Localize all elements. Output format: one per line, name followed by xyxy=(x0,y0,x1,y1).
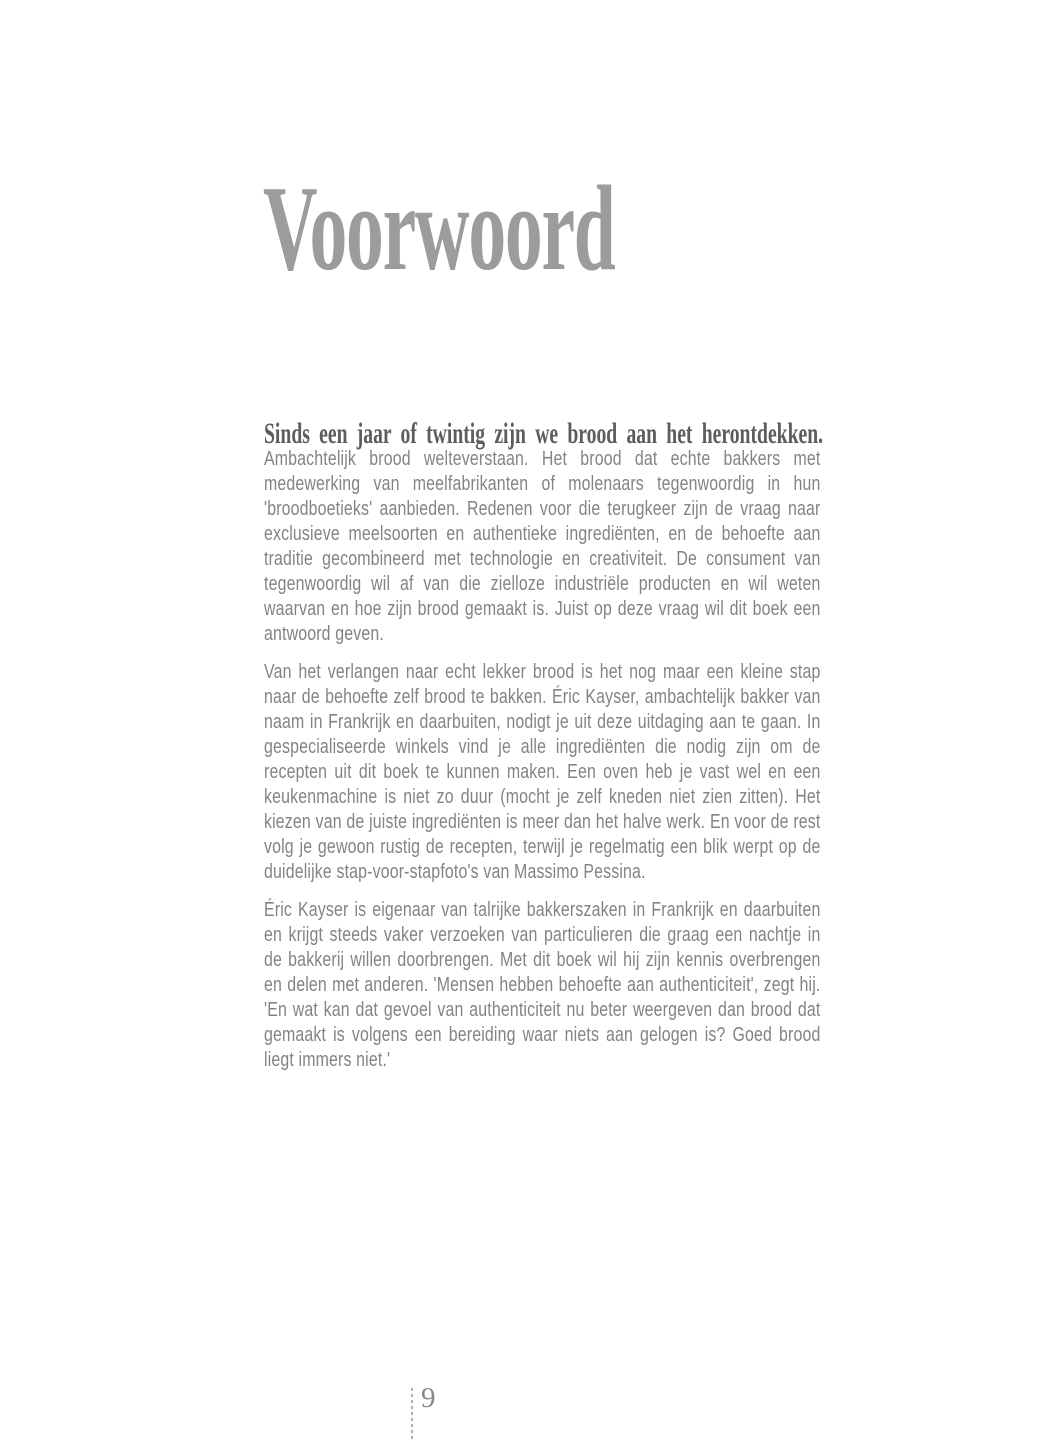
paragraph-3: Éric Kayser is eigenaar van talrijke bakkerszaken in Frankrijk en daarbuiten en krijgt steeds vaker verzoeken van particulieren die graag een nachtje in de bakkerij willen doorbrengen. Met dit boek wil hij zijn kennis overbrengen en delen met anderen. 'Mensen hebben behoefte aan authenticiteit', zegt hij. 'En wat kan dat gevoel van authenticiteit nu beter weergeven dan brood dat gemaakt is volgens een bereiding waar niets aan gelogen is? Goed brood liegt immers niet.' xyxy=(264,899,821,1071)
chapter-title: Voorwoord xyxy=(263,161,615,296)
body-text xyxy=(264,447,821,1073)
page-footer xyxy=(0,1380,1064,1440)
paragraph-2: Van het verlangen naar echt lekker brood is het nog maar een kleine stap naar de behoefte zelf brood te bakken. Éric Kayser, ambachtelijk bakker van naam in Frankrijk en daarbuiten, nodigt je uit deze uitdaging aan te gaan. In gespecialiseerde winkels vind je alle ingrediënten die nodig zijn om de recepten uit dit boek te kunnen maken. Een oven heb je vast wel en een keukenmachine is niet zo duur (mocht je zelf kneden niet zien zitten). Het kiezen van de juiste ingrediënten is meer dan het halve werk. En voor de rest volg je gewoon rustig de recepten, terwijl je regelmatig een blik werpt op de duidelijke stap-voor-stapfoto's van Massimo Pessina. xyxy=(264,661,821,883)
dashed-divider-line xyxy=(411,1388,413,1440)
paragraph-1: Ambachtelijk brood welteverstaan. Het brood dat echte bakkers met medewerking van meelfabrikanten of molenaars tegenwoordig in hun 'broodboetieks' aanbieden. Redenen voor die terugkeer zijn de vraag naar exclusieve meelsoorten en authentieke ingrediënten, en de behoefte aan traditie gecombineerd met technologie en creativiteit. De consument van tegenwoordig wil af van die zielloze industriële producten en wil weten waarvan en hoe zijn brood gemaakt is. Juist op deze vraag wil dit boek een antwoord geven. xyxy=(264,448,821,645)
page-number: 9 xyxy=(421,1382,436,1414)
lead-sentence: Sinds een jaar of twintig zijn we brood aan het herontdekken. xyxy=(264,417,824,450)
